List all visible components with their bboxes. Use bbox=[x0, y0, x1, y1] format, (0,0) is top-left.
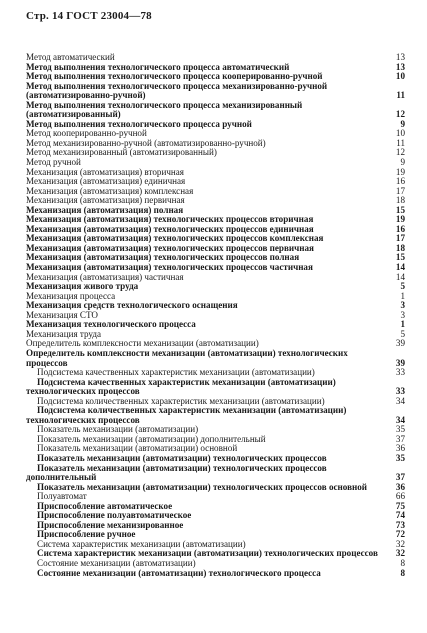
index-entry bbox=[26, 82, 405, 101]
index-entry-page-number: 37 bbox=[395, 433, 405, 444]
index-entry-page-number: 10 bbox=[395, 128, 405, 139]
index-entry-term: Механизация (автоматизация) технологических процессов вторичная bbox=[26, 214, 314, 225]
index-entry bbox=[26, 148, 405, 158]
index-entry-page-number: 36 bbox=[395, 481, 405, 492]
index-entry-page-number: 8 bbox=[400, 557, 405, 568]
index-entry-term: Приспособление ручное bbox=[37, 529, 136, 540]
index-entry-page-number: 17 bbox=[395, 233, 405, 244]
index-entry-page-number: 73 bbox=[395, 519, 405, 530]
index-entry bbox=[26, 464, 405, 483]
index-entry-page-number: 12 bbox=[395, 147, 405, 158]
index-entry-page-number: 3 bbox=[400, 300, 405, 311]
index-entry-page-number: 18 bbox=[395, 195, 405, 206]
index-entry-term: Показатель механизации (автоматизации) основной bbox=[37, 443, 238, 454]
index-entry-term: Определитель комплексности механизации (автоматизации) bbox=[26, 338, 259, 349]
index-entry bbox=[26, 101, 405, 120]
index-entry-page-number: 5 bbox=[400, 281, 405, 292]
index-entry-term: Механизация (автоматизация) комплексная bbox=[26, 185, 194, 196]
index-entry-page-number: 35 bbox=[395, 424, 405, 435]
index-entry-page-number: 11 bbox=[396, 90, 405, 101]
index-entry-term: Механизация процесса bbox=[26, 290, 116, 301]
index-entry-term: Механизация живого труда bbox=[26, 281, 139, 292]
index-entry bbox=[26, 349, 405, 368]
index-entry-term: Метод автоматический bbox=[26, 52, 115, 62]
index-entry-term: Состояние механизации (автоматизации) технологического процесса bbox=[37, 567, 321, 578]
index-entry-term: Метод кооперированно-ручной bbox=[26, 128, 147, 139]
index-entry-page-number: 17 bbox=[395, 185, 405, 196]
index-entry-term: Показатель механизации (автоматизации) bbox=[37, 424, 199, 435]
index-entry-term: Метод выполнения технологического процесса механизированно-ручной (автоматизированно-ручной) bbox=[26, 80, 328, 101]
index-entry-page-number: 1 bbox=[400, 290, 405, 301]
index-entry-term: Механизация (автоматизация) единичная bbox=[26, 176, 186, 187]
index-entry-term: Система характеристик механизации (автоматизации) bbox=[37, 538, 246, 549]
index-entry-page-number: 11 bbox=[396, 137, 405, 148]
index-entry-page-number: 34 bbox=[395, 414, 405, 425]
index-entry-page-number: 14 bbox=[395, 262, 405, 273]
index-entry-term: Показатель механизации (автоматизации) технологических процессов основной bbox=[37, 481, 368, 492]
index-entry-term: Приспособление механизированное bbox=[37, 519, 184, 530]
index-entry bbox=[26, 406, 405, 425]
index-entry-term: Метод механизированно-ручной (автоматизированно-ручной) bbox=[26, 137, 266, 148]
index-entry-term: Механизация труда bbox=[26, 328, 102, 339]
index-entry-page-number: 18 bbox=[395, 242, 405, 253]
index-entry-term: Механизация (автоматизация) вторичная bbox=[26, 166, 184, 177]
index-entry-term: Метод выполнения технологического процесса кооперированно-ручной bbox=[26, 71, 323, 82]
index-entry-page-number: 19 bbox=[395, 166, 405, 177]
index-entry-page-number: 75 bbox=[395, 500, 405, 511]
index-entry-term: Метод выполнения технологического процесса механизированный (автоматизированный) bbox=[26, 99, 303, 120]
index-entry-term: Приспособление полуавтоматическое bbox=[37, 510, 192, 521]
index-entry-term: Механизация (автоматизация) технологических процессов комплексная bbox=[26, 233, 324, 244]
index-entry-term: Метод выполнения технологического процесса автоматический bbox=[26, 61, 290, 72]
index-entry-term: Механизация (автоматизация) частичная bbox=[26, 271, 184, 282]
index-entry-term: Подсистема качественных характеристик механизации (автоматизации) технологических процессов bbox=[26, 376, 336, 397]
index-entry-page-number: 13 bbox=[395, 52, 405, 62]
index-entry-page-number: 35 bbox=[395, 452, 405, 463]
index-entry-term: Метод механизированный (автоматизированный) bbox=[26, 147, 217, 158]
index-entry-term: Показатель механизации (автоматизации) технологических процессов дополнительный bbox=[26, 462, 327, 483]
index-entry-page-number: 15 bbox=[395, 204, 405, 215]
index-entry-term: Подсистема количественных характеристик механизации (автоматизации) bbox=[37, 395, 325, 406]
index-entry-term: Механизация (автоматизация) технологических процессов первичная bbox=[26, 242, 314, 253]
index-entry-page-number: 12 bbox=[395, 109, 405, 120]
index-list bbox=[26, 53, 405, 578]
index-entry-term: Показатель механизации (автоматизации) дополнительный bbox=[37, 433, 266, 444]
index-entry-page-number: 72 bbox=[395, 529, 405, 540]
index-entry-page-number: 8 bbox=[400, 567, 405, 578]
index-entry-page-number: 16 bbox=[395, 176, 405, 187]
index-entry-page-number: 34 bbox=[395, 395, 405, 406]
index-entry-term: Метод выполнения технологического процесса ручной bbox=[26, 118, 252, 129]
index-entry-term: Механизация (автоматизация) первичная bbox=[26, 195, 185, 206]
index-entry-term: Механизация технологического процесса bbox=[26, 319, 196, 330]
index-entry-page-number: 16 bbox=[395, 223, 405, 234]
index-entry-page-number: 5 bbox=[400, 328, 405, 339]
index-entry-page-number: 9 bbox=[400, 157, 405, 168]
index-entry-page-number: 74 bbox=[395, 510, 405, 521]
index-entry-page-number: 15 bbox=[395, 252, 405, 263]
index-entry-term: Полуавтомат bbox=[37, 491, 87, 502]
index-entry-page-number: 9 bbox=[400, 118, 405, 129]
index-entry-page-number: 37 bbox=[395, 472, 405, 483]
index-entry-term: Механизация средств технологического оснащения bbox=[26, 300, 238, 311]
index-entry-term: Механизация (автоматизация) технологических процессов частичная bbox=[26, 262, 313, 273]
index-entry-term: Состояние механизации (автоматизации) bbox=[37, 557, 196, 568]
index-entry-page-number: 36 bbox=[395, 443, 405, 454]
index-entry-term: Приспособление автоматическое bbox=[37, 500, 173, 511]
index-entry-page-number: 32 bbox=[395, 538, 405, 549]
index-entry-term: Механизация (автоматизация) технологических процессов полная bbox=[26, 252, 300, 263]
index-entry-term: Механизация СТО bbox=[26, 309, 98, 320]
index-entry-page-number: 32 bbox=[395, 548, 405, 559]
index-entry-page-number: 1 bbox=[400, 319, 405, 330]
index-entry-page-number: 14 bbox=[395, 271, 405, 282]
index-entry bbox=[26, 378, 405, 397]
index-entry bbox=[26, 569, 405, 579]
index-entry-page-number: 66 bbox=[395, 491, 405, 502]
index-entry-page-number: 19 bbox=[395, 214, 405, 225]
index-entry-term: Определитель комплексности механизации (автоматизации) технологических процессов bbox=[26, 347, 348, 368]
index-entry-term: Подсистема качественных характеристик механизации (автоматизации) bbox=[37, 367, 315, 378]
index-entry-page-number: 13 bbox=[395, 61, 405, 72]
index-entry-page-number: 10 bbox=[395, 71, 405, 82]
page-header: Стр. 14 ГОСТ 23004—78 bbox=[26, 10, 152, 22]
index-entry-term: Механизация (автоматизация) полная bbox=[26, 204, 184, 215]
index-entry-page-number: 33 bbox=[395, 386, 405, 397]
index-entry-page-number: 39 bbox=[395, 338, 405, 349]
index-entry-term: Система характеристик механизации (автоматизации) технологических процессов bbox=[37, 548, 378, 559]
index-entry-term: Подсистема количественных характеристик механизации (автоматизации) технологических процессов bbox=[26, 405, 347, 425]
index-entry-term: Механизация (автоматизация) технологических процессов единичная bbox=[26, 223, 314, 234]
index-entry-page-number: 3 bbox=[400, 309, 405, 320]
index-entry-page-number: 33 bbox=[395, 367, 405, 378]
index-entry-term: Показатель механизации (автоматизации) технологических процессов bbox=[37, 452, 327, 463]
index-entry-page-number: 39 bbox=[395, 357, 405, 368]
index-entry-term: Метод ручной bbox=[26, 157, 81, 168]
